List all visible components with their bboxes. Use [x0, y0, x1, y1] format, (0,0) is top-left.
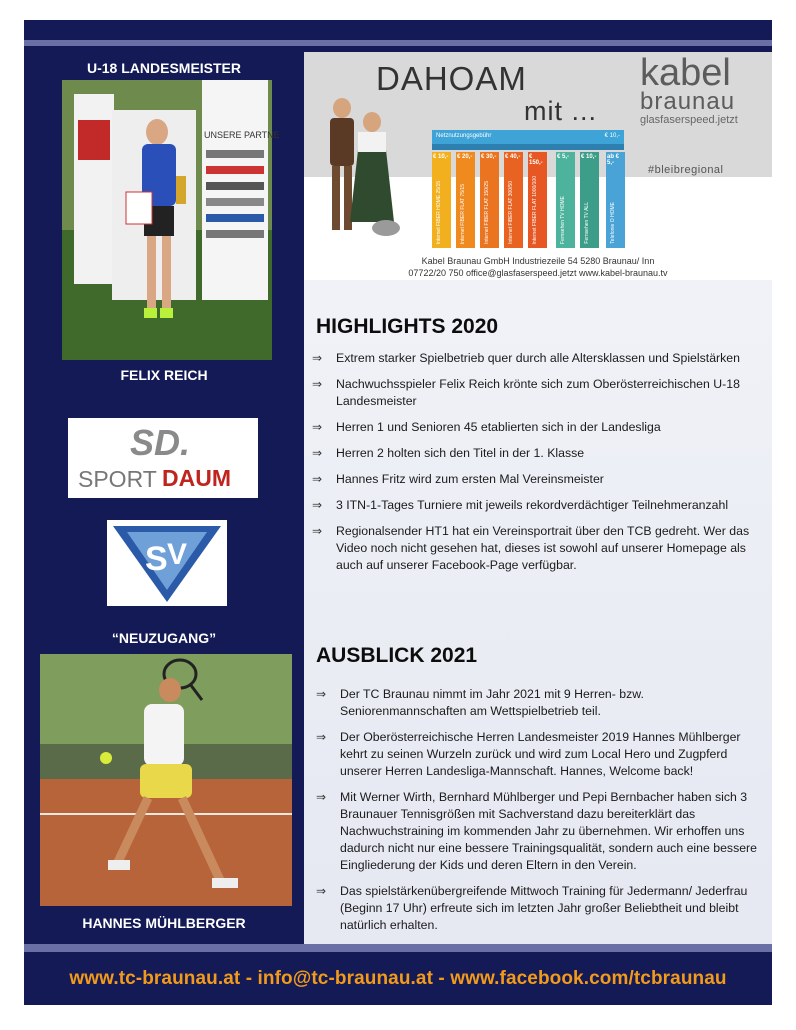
arrow-icon: ⇒	[316, 687, 327, 701]
list-item: ⇒ Extrem starker Spielbetrieb quer durch alle Altersklassen und Spielstärken	[312, 351, 740, 365]
list-item: ⇒ Das spielstärkenübergreifende Mittwoch Training für Jedermann/ Jederfrau (Beginn 17 Uhr) erfreute sich im letzten Jahr großer Beliebtheit und bleibt natürlich erhalten.	[316, 884, 748, 932]
arrow-icon: ⇒	[312, 420, 323, 434]
svg-text:V: V	[167, 538, 188, 571]
ausblick-title: AUSBLICK 2021	[316, 644, 478, 667]
arrow-icon: ⇒	[312, 472, 323, 486]
list-item: ⇒ Regionalsender HT1 hat ein Vereinsportrait über den TCB gedreht. Wer das Video noch nicht gesehen hat, dieses ist sowohl auf unserer Homepage als auch auf unserer Facebook-Page verfügbar.	[312, 524, 750, 572]
list-item: ⇒ Hannes Fritz wird zum ersten Mal Vereinsmeister	[312, 472, 604, 486]
tariff-bar: ab € 5,- Telefonie O HOME	[606, 152, 625, 248]
tariff-bar: € 40,- Internet FIBER FLAT 300/50	[504, 152, 523, 248]
list-item: ⇒ Herren 1 und Senioren 45 etablierten sich in der Landesliga	[312, 420, 661, 434]
brand-tagline: glasfaserspeed.jetzt	[640, 114, 738, 126]
list-item: ⇒ Der TC Braunau nimmt im Jahr 2021 mit 9 Herren- bzw. Seniorenmannschaften am Wettspielbetrieb teil.	[316, 687, 644, 718]
kabel-braunau-ad	[304, 52, 772, 280]
ad-couple-illustration	[308, 94, 418, 244]
tariff-bar: € 150,- Internet FIBER FLAT 1000/100	[528, 152, 547, 248]
arrow-icon: ⇒	[312, 524, 323, 538]
brand-name: kabel	[640, 52, 731, 94]
sd-logo-mark: SD.	[130, 422, 191, 463]
arrow-icon: ⇒	[316, 884, 327, 898]
ad-address: Kabel Braunau GmbH Industriezeile 54 5280 Braunau/ Inn	[421, 256, 655, 266]
netznutzung-bar	[432, 130, 624, 144]
footer	[24, 952, 772, 1005]
arrow-icon: ⇒	[312, 446, 323, 460]
caption-u18: U-18 LANDESMEISTER	[86, 60, 242, 76]
arrow-icon: ⇒	[312, 498, 323, 512]
partner-banner-text: UNSERE PARTNE	[204, 130, 280, 140]
sd-logo-sport: SPORT	[78, 466, 157, 492]
caption-felix-reich: FELIX REICH	[120, 367, 208, 383]
hannes-muehlberger-photo	[40, 654, 292, 906]
tariff-bar: € 20,- Internet FIBER FLAT 75/15	[456, 152, 475, 248]
list-item: ⇒ Mit Werner Wirth, Bernhard Mühlberger und Pepi Bernbacher haben sich 3 Braunauer Tennisgrößen mit Sachverstand dazu bereiterklärt das Nachwuchstraining im kommenden Jahr zu übernehmen. Wir erhoffen uns dadurch nicht nur eine bessere Trainingsqualität, sondern auch eine bessere Eingliederung der Kids und deren Eltern in den Verein.	[316, 790, 757, 872]
tariff-bar: € 30,- Internet FIBER FLAT 150/25	[480, 152, 499, 248]
ausblick-list	[314, 686, 766, 943]
arrow-icon: ⇒	[312, 377, 323, 391]
ad-subheadline: mit ...	[524, 96, 597, 126]
caption-hannes-muehlberger: HANNES MÜHLBERGER	[82, 915, 246, 931]
arrow-icon: ⇒	[316, 730, 327, 744]
highlights-title: HIGHLIGHTS 2020	[316, 315, 499, 338]
brand-name-2: braunau	[640, 88, 736, 115]
highlights-list	[310, 350, 768, 583]
sv-club-logo	[107, 520, 227, 606]
sd-logo-daum: DAUM	[162, 465, 231, 491]
footer-links[interactable]: www.tc-braunau.at - info@tc-braunau.at - www.facebook.com/tcbraunau	[69, 967, 727, 989]
list-item: ⇒ Nachwuchsspieler Felix Reich krönte sich zum Oberösterreichischen U-18 Landesmeister	[312, 377, 740, 408]
list-item: ⇒ Herren 2 holten sich den Titel in der 1. Klasse	[312, 446, 585, 460]
ad-headline: DAHOAM	[376, 60, 527, 97]
list-item: ⇒ 3 ITN-1-Tages Turniere mit jeweils rekordverdächtiger Teilnehmeranzahl	[312, 498, 729, 512]
felix-reich-photo	[62, 80, 280, 360]
tariff-bar: € 5,- Fernsehen TV HOME	[556, 152, 575, 248]
netznutzung-price: € 10,-	[604, 133, 620, 139]
ad-contact: 07722/20 750 office@glasfaserspeed.jetzt www.kabel-braunau.tv	[408, 268, 668, 278]
sport-daum-logo	[68, 418, 258, 498]
arrow-icon: ⇒	[316, 790, 327, 804]
netznutzung-label: Netznutzungsgebühr	[436, 133, 492, 139]
bottom-stripe	[24, 944, 772, 952]
tariff-bar: € 10,- Internet FIBER HOME 25/15	[432, 152, 451, 248]
svg-text:S: S	[145, 540, 168, 578]
list-item: ⇒ Der Oberösterreichische Herren Landesmeister 2019 Hannes Mühlberger kehrt zu seinen Wurzeln zurück und wird zum Local Hero und Zugpferd unserer Herren Landesliga-Mannschaft. Hannes, Welcome back!	[316, 730, 741, 778]
tariff-bar: € 10,- Fernsehen TV ALL	[580, 152, 599, 248]
caption-neuzugang: “NEUZUGANG”	[111, 630, 217, 646]
ad-hashtag: #bleibregional	[648, 164, 724, 176]
arrow-icon: ⇒	[312, 351, 323, 365]
netznutzung-bar-sub	[432, 144, 624, 150]
